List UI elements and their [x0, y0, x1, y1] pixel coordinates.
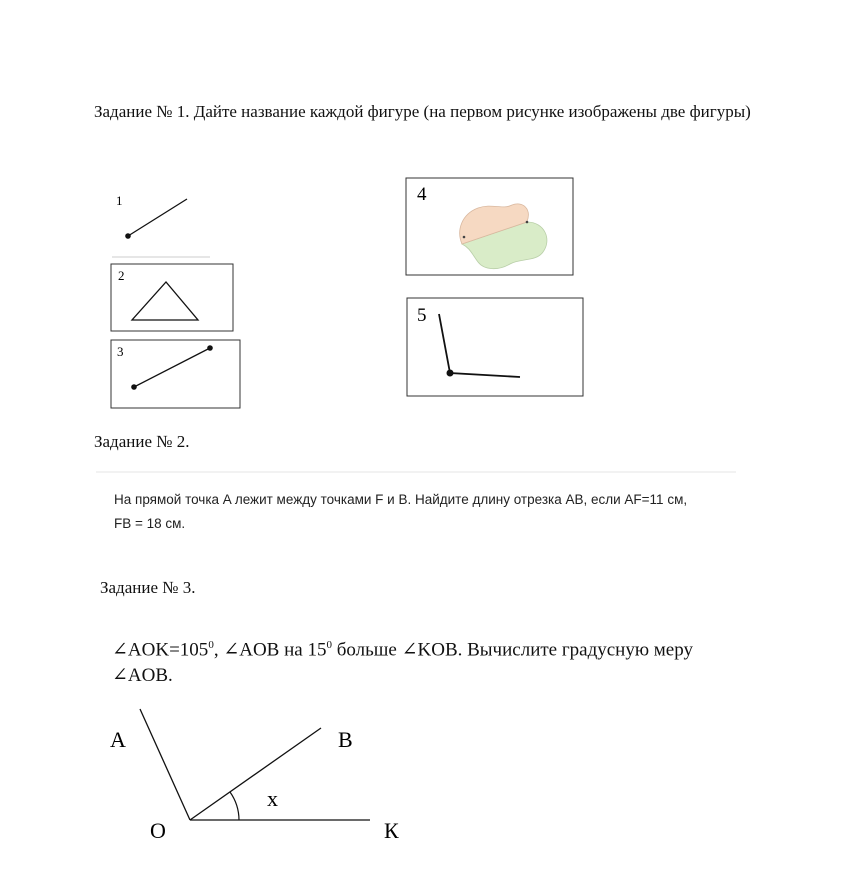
task3-text-line1: [112, 632, 772, 663]
figure-5-label: 5: [417, 305, 427, 326]
point-B-label: B: [338, 727, 353, 752]
segment-point-2: [207, 345, 213, 351]
task3-text-line2: ∠AOB.: [112, 665, 173, 687]
task3-text-part-a: ∠AOK=105: [112, 639, 209, 661]
segment-line: [134, 348, 210, 387]
degree-sup-1: 0: [208, 639, 214, 651]
task1-title: Задание № 1. Дайте название каждой фигуре (на первом рисунке изображены две фигуры): [94, 102, 751, 121]
figure-2-triangle: [111, 264, 233, 331]
degree-sup-2: 0: [326, 639, 332, 651]
triangle-shape: [132, 282, 198, 320]
task3-text: [112, 632, 772, 689]
ray-line: [128, 199, 187, 236]
figure-2-frame: [111, 264, 233, 331]
figure-5-angle: [407, 298, 583, 396]
angle-arc-x: [230, 792, 239, 820]
region-point-1: [463, 236, 466, 239]
angle-x-label: x: [267, 786, 278, 811]
segment-point-1: [131, 384, 137, 390]
task3-title: Задание № 3.: [100, 578, 196, 597]
region-point-2: [526, 221, 529, 224]
figure-5-frame: [407, 298, 583, 396]
figure-4-label: 4: [417, 184, 427, 205]
point-A-label: A: [110, 727, 126, 752]
figure-2-label: 2: [118, 268, 125, 283]
figure-4-regions: [406, 178, 573, 275]
ray-start-point: [125, 233, 131, 239]
figure-1-label: 1: [116, 193, 123, 208]
point-K-label: К: [384, 818, 399, 843]
task2-text: [114, 488, 734, 536]
task3-text-part-c: больше ∠KOB. Вычислите градусную меру: [331, 639, 693, 661]
task2-title: Задание № 2.: [94, 432, 190, 451]
figure-3-segment: [111, 340, 240, 408]
task3-text-part-b: , ∠AOB на 15: [213, 639, 327, 661]
point-O-label: O: [150, 818, 166, 843]
figure-3-frame: [111, 340, 240, 408]
task2-text-line1: На прямой точка A лежит между точками F и B. Найдите длину отрезка AB, если AF=11 см,: [114, 492, 688, 507]
angle-lines: [439, 314, 520, 377]
ray-OA: [140, 709, 190, 820]
figure-3-label: 3: [117, 344, 124, 359]
ray-OB: [190, 728, 321, 820]
task2-text-line2: FB = 18 см.: [114, 516, 186, 531]
task3-angle-diagram: [110, 709, 399, 843]
figure-1-ray: [112, 193, 210, 257]
angle-vertex: [447, 370, 454, 377]
